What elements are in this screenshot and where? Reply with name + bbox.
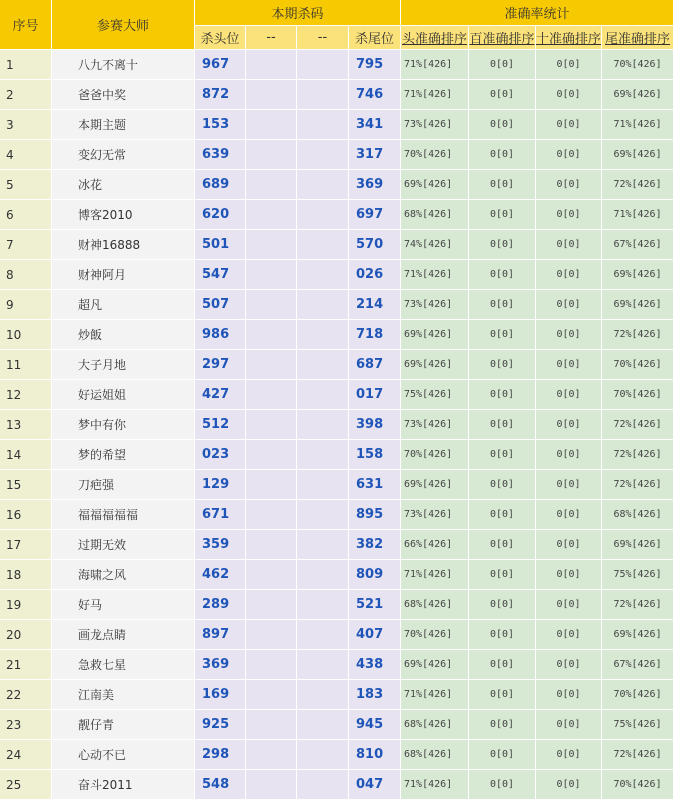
hundred-accuracy: 0[0] <box>469 290 536 320</box>
table-row <box>0 380 674 410</box>
table-row <box>0 680 674 710</box>
kill-tail-digits: 810 <box>349 740 401 770</box>
kill-tail-digits: 158 <box>349 440 401 470</box>
hundred-accuracy: 0[0] <box>469 320 536 350</box>
head-accuracy: 69%[426] <box>401 320 469 350</box>
row-index: 8 <box>0 260 52 290</box>
master-name: 海啸之风 <box>52 560 195 590</box>
master-name: 梦中有你 <box>52 410 195 440</box>
kill-empty-cell <box>297 200 349 230</box>
table-row <box>0 770 674 800</box>
head-accuracy: 69%[426] <box>401 350 469 380</box>
kill-head-digits: 427 <box>195 380 246 410</box>
kill-head-digits: 872 <box>195 80 246 110</box>
hundred-accuracy: 0[0] <box>469 140 536 170</box>
tail-accuracy: 67%[426] <box>602 230 674 260</box>
kill-empty-cell <box>246 80 297 110</box>
tail-accuracy: 71%[426] <box>602 110 674 140</box>
master-name: 炒飯 <box>52 320 195 350</box>
head-accuracy: 70%[426] <box>401 620 469 650</box>
table-row <box>0 200 674 230</box>
tail-accuracy: 69%[426] <box>602 620 674 650</box>
kill-head-digits: 297 <box>195 350 246 380</box>
subheader-kill-tail: 杀尾位 <box>349 26 401 50</box>
kill-empty-cell <box>297 80 349 110</box>
ten-accuracy: 0[0] <box>536 320 602 350</box>
row-index: 3 <box>0 110 52 140</box>
hundred-accuracy: 0[0] <box>469 260 536 290</box>
row-index: 12 <box>0 380 52 410</box>
hundred-accuracy: 0[0] <box>469 110 536 140</box>
head-accuracy: 73%[426] <box>401 500 469 530</box>
hundred-accuracy: 0[0] <box>469 560 536 590</box>
kill-empty-cell <box>246 230 297 260</box>
kill-tail-digits: 945 <box>349 710 401 740</box>
ten-accuracy: 0[0] <box>536 290 602 320</box>
kill-head-digits: 639 <box>195 140 246 170</box>
kill-empty-cell <box>297 410 349 440</box>
row-index: 20 <box>0 620 52 650</box>
kill-head-digits: 289 <box>195 590 246 620</box>
kill-empty-cell <box>246 650 297 680</box>
kill-empty-cell <box>246 410 297 440</box>
kill-empty-cell <box>297 230 349 260</box>
row-index: 16 <box>0 500 52 530</box>
kill-tail-digits: 382 <box>349 530 401 560</box>
hundred-accuracy: 0[0] <box>469 530 536 560</box>
kill-empty-cell <box>246 110 297 140</box>
table-row <box>0 740 674 770</box>
head-accuracy: 68%[426] <box>401 710 469 740</box>
kill-empty-cell <box>297 500 349 530</box>
head-accuracy: 69%[426] <box>401 170 469 200</box>
kill-empty-cell <box>297 560 349 590</box>
kill-empty-cell <box>246 620 297 650</box>
ten-accuracy: 0[0] <box>536 530 602 560</box>
sort-link-ten-accuracy[interactable]: 十准确排序 <box>536 26 602 50</box>
kill-tail-digits: 746 <box>349 80 401 110</box>
kill-tail-digits: 183 <box>349 680 401 710</box>
kill-empty-cell <box>297 170 349 200</box>
ten-accuracy: 0[0] <box>536 260 602 290</box>
head-accuracy: 73%[426] <box>401 110 469 140</box>
row-index: 22 <box>0 680 52 710</box>
ten-accuracy: 0[0] <box>536 380 602 410</box>
kill-head-digits: 153 <box>195 110 246 140</box>
kill-head-digits: 129 <box>195 470 246 500</box>
kill-empty-cell <box>246 590 297 620</box>
head-accuracy: 71%[426] <box>401 770 469 800</box>
row-index: 4 <box>0 140 52 170</box>
kill-tail-digits: 809 <box>349 560 401 590</box>
kill-head-digits: 507 <box>195 290 246 320</box>
table-row <box>0 560 674 590</box>
master-name: 博客2010 <box>52 200 195 230</box>
ten-accuracy: 0[0] <box>536 470 602 500</box>
tail-accuracy: 69%[426] <box>602 290 674 320</box>
kill-empty-cell <box>246 380 297 410</box>
kill-empty-cell <box>246 710 297 740</box>
kill-tail-digits: 341 <box>349 110 401 140</box>
hundred-accuracy: 0[0] <box>469 740 536 770</box>
tail-accuracy: 68%[426] <box>602 500 674 530</box>
kill-tail-digits: 369 <box>349 170 401 200</box>
ten-accuracy: 0[0] <box>536 710 602 740</box>
table-row <box>0 260 674 290</box>
kill-head-digits: 620 <box>195 200 246 230</box>
head-accuracy: 71%[426] <box>401 680 469 710</box>
head-accuracy: 73%[426] <box>401 410 469 440</box>
group-header-kill-codes: 本期杀码 <box>195 0 401 26</box>
head-accuracy: 68%[426] <box>401 590 469 620</box>
hundred-accuracy: 0[0] <box>469 50 536 80</box>
kill-head-digits: 023 <box>195 440 246 470</box>
kill-head-digits: 512 <box>195 410 246 440</box>
kill-empty-cell <box>297 470 349 500</box>
table-row <box>0 440 674 470</box>
kill-empty-cell <box>246 200 297 230</box>
ten-accuracy: 0[0] <box>536 500 602 530</box>
head-accuracy: 71%[426] <box>401 80 469 110</box>
ten-accuracy: 0[0] <box>536 230 602 260</box>
header-row <box>0 0 674 26</box>
master-name: 本期主题 <box>52 110 195 140</box>
head-accuracy: 69%[426] <box>401 470 469 500</box>
ten-accuracy: 0[0] <box>536 770 602 800</box>
kill-tail-digits: 026 <box>349 260 401 290</box>
ten-accuracy: 0[0] <box>536 680 602 710</box>
master-name: 梦的希望 <box>52 440 195 470</box>
tail-accuracy: 72%[426] <box>602 440 674 470</box>
kill-empty-cell <box>297 350 349 380</box>
kill-empty-cell <box>297 110 349 140</box>
ten-accuracy: 0[0] <box>536 440 602 470</box>
table-row <box>0 410 674 440</box>
tail-accuracy: 72%[426] <box>602 410 674 440</box>
row-index: 19 <box>0 590 52 620</box>
row-index: 5 <box>0 170 52 200</box>
tail-accuracy: 72%[426] <box>602 740 674 770</box>
kill-empty-cell <box>297 620 349 650</box>
tail-accuracy: 69%[426] <box>602 260 674 290</box>
kill-head-digits: 359 <box>195 530 246 560</box>
master-name: 心动不已 <box>52 740 195 770</box>
master-name: 超凡 <box>52 290 195 320</box>
table-row <box>0 80 674 110</box>
sort-link-tail-accuracy[interactable]: 尾准确排序 <box>602 26 674 50</box>
row-index: 23 <box>0 710 52 740</box>
row-index: 15 <box>0 470 52 500</box>
hundred-accuracy: 0[0] <box>469 590 536 620</box>
table-row <box>0 350 674 380</box>
sort-link-hundred-accuracy[interactable]: 百准确排序 <box>469 26 536 50</box>
table-row <box>0 710 674 740</box>
tail-accuracy: 75%[426] <box>602 710 674 740</box>
hundred-accuracy: 0[0] <box>469 500 536 530</box>
kill-empty-cell <box>297 440 349 470</box>
table-row <box>0 470 674 500</box>
master-name: 江南美 <box>52 680 195 710</box>
head-accuracy: 69%[426] <box>401 650 469 680</box>
kill-empty-cell <box>246 140 297 170</box>
row-index: 18 <box>0 560 52 590</box>
hundred-accuracy: 0[0] <box>469 650 536 680</box>
tail-accuracy: 69%[426] <box>602 140 674 170</box>
kill-head-digits: 671 <box>195 500 246 530</box>
row-index: 13 <box>0 410 52 440</box>
kill-head-digits: 169 <box>195 680 246 710</box>
ten-accuracy: 0[0] <box>536 140 602 170</box>
head-accuracy: 71%[426] <box>401 50 469 80</box>
head-accuracy: 70%[426] <box>401 140 469 170</box>
row-index: 7 <box>0 230 52 260</box>
hundred-accuracy: 0[0] <box>469 620 536 650</box>
ten-accuracy: 0[0] <box>536 740 602 770</box>
tail-accuracy: 70%[426] <box>602 380 674 410</box>
table-row <box>0 50 674 80</box>
row-index: 11 <box>0 350 52 380</box>
kill-tail-digits: 438 <box>349 650 401 680</box>
kill-tail-digits: 697 <box>349 200 401 230</box>
hundred-accuracy: 0[0] <box>469 470 536 500</box>
kill-head-digits: 967 <box>195 50 246 80</box>
hundred-accuracy: 0[0] <box>469 410 536 440</box>
master-name: 奋斗2011 <box>52 770 195 800</box>
head-accuracy: 70%[426] <box>401 440 469 470</box>
table-row <box>0 530 674 560</box>
table-row <box>0 170 674 200</box>
kill-empty-cell <box>297 50 349 80</box>
head-accuracy: 71%[426] <box>401 560 469 590</box>
row-index: 14 <box>0 440 52 470</box>
table-row <box>0 590 674 620</box>
kill-empty-cell <box>297 260 349 290</box>
hundred-accuracy: 0[0] <box>469 170 536 200</box>
tail-accuracy: 70%[426] <box>602 770 674 800</box>
master-name: 靓仔青 <box>52 710 195 740</box>
row-index: 25 <box>0 770 52 800</box>
kill-empty-cell <box>246 740 297 770</box>
kill-empty-cell <box>246 170 297 200</box>
row-index: 21 <box>0 650 52 680</box>
sort-link-head-accuracy[interactable]: 头准确排序 <box>401 26 469 50</box>
ten-accuracy: 0[0] <box>536 350 602 380</box>
kill-empty-cell <box>297 530 349 560</box>
head-accuracy: 73%[426] <box>401 290 469 320</box>
head-accuracy: 71%[426] <box>401 260 469 290</box>
ten-accuracy: 0[0] <box>536 170 602 200</box>
ten-accuracy: 0[0] <box>536 620 602 650</box>
kill-head-digits: 462 <box>195 560 246 590</box>
column-header-index: 序号 <box>0 0 52 50</box>
kill-empty-cell <box>246 50 297 80</box>
kill-tail-digits: 017 <box>349 380 401 410</box>
kill-head-digits: 986 <box>195 320 246 350</box>
kill-tail-digits: 214 <box>349 290 401 320</box>
master-name: 画龙点睛 <box>52 620 195 650</box>
kill-head-digits: 548 <box>195 770 246 800</box>
kill-empty-cell <box>297 740 349 770</box>
subheader-dash-2: -- <box>297 26 349 50</box>
tail-accuracy: 72%[426] <box>602 590 674 620</box>
ten-accuracy: 0[0] <box>536 80 602 110</box>
ten-accuracy: 0[0] <box>536 650 602 680</box>
table-row <box>0 650 674 680</box>
row-index: 1 <box>0 50 52 80</box>
tail-accuracy: 75%[426] <box>602 560 674 590</box>
kill-head-digits: 925 <box>195 710 246 740</box>
kill-empty-cell <box>246 320 297 350</box>
row-index: 6 <box>0 200 52 230</box>
hundred-accuracy: 0[0] <box>469 680 536 710</box>
table-row <box>0 290 674 320</box>
tail-accuracy: 70%[426] <box>602 350 674 380</box>
kill-tail-digits: 895 <box>349 500 401 530</box>
kill-empty-cell <box>297 710 349 740</box>
master-name: 爸爸中奖 <box>52 80 195 110</box>
row-index: 2 <box>0 80 52 110</box>
hundred-accuracy: 0[0] <box>469 440 536 470</box>
subheader-dash-1: -- <box>246 26 297 50</box>
table-row <box>0 320 674 350</box>
kill-head-digits: 897 <box>195 620 246 650</box>
kill-empty-cell <box>297 140 349 170</box>
master-name: 好运姐姐 <box>52 380 195 410</box>
hundred-accuracy: 0[0] <box>469 710 536 740</box>
kill-tail-digits: 631 <box>349 470 401 500</box>
master-name: 变幻无常 <box>52 140 195 170</box>
head-accuracy: 68%[426] <box>401 200 469 230</box>
hundred-accuracy: 0[0] <box>469 380 536 410</box>
table-row <box>0 230 674 260</box>
kill-empty-cell <box>246 680 297 710</box>
column-header-master: 参赛大师 <box>52 0 195 50</box>
tail-accuracy: 72%[426] <box>602 170 674 200</box>
kill-empty-cell <box>246 560 297 590</box>
hundred-accuracy: 0[0] <box>469 200 536 230</box>
kill-empty-cell <box>246 770 297 800</box>
kill-tail-digits: 317 <box>349 140 401 170</box>
tail-accuracy: 69%[426] <box>602 80 674 110</box>
kill-empty-cell <box>297 680 349 710</box>
master-name: 福福福福福 <box>52 500 195 530</box>
tail-accuracy: 70%[426] <box>602 50 674 80</box>
table-row <box>0 620 674 650</box>
hundred-accuracy: 0[0] <box>469 770 536 800</box>
master-name: 好马 <box>52 590 195 620</box>
kill-tail-digits: 047 <box>349 770 401 800</box>
ten-accuracy: 0[0] <box>536 110 602 140</box>
master-name: 冰花 <box>52 170 195 200</box>
master-name: 刀疤强 <box>52 470 195 500</box>
kill-head-digits: 369 <box>195 650 246 680</box>
kill-head-digits: 689 <box>195 170 246 200</box>
kill-empty-cell <box>246 350 297 380</box>
row-index: 24 <box>0 740 52 770</box>
master-name: 八九不离十 <box>52 50 195 80</box>
kill-empty-cell <box>246 440 297 470</box>
kill-empty-cell <box>297 380 349 410</box>
kill-head-digits: 501 <box>195 230 246 260</box>
row-index: 10 <box>0 320 52 350</box>
master-name: 过期无效 <box>52 530 195 560</box>
kill-tail-digits: 570 <box>349 230 401 260</box>
tail-accuracy: 71%[426] <box>602 200 674 230</box>
kill-empty-cell <box>297 290 349 320</box>
head-accuracy: 66%[426] <box>401 530 469 560</box>
subheader-kill-head: 杀头位 <box>195 26 246 50</box>
kill-empty-cell <box>246 290 297 320</box>
hundred-accuracy: 0[0] <box>469 230 536 260</box>
ten-accuracy: 0[0] <box>536 50 602 80</box>
hundred-accuracy: 0[0] <box>469 350 536 380</box>
kill-empty-cell <box>246 500 297 530</box>
row-index: 17 <box>0 530 52 560</box>
row-index: 9 <box>0 290 52 320</box>
kill-tail-digits: 407 <box>349 620 401 650</box>
head-accuracy: 75%[426] <box>401 380 469 410</box>
ten-accuracy: 0[0] <box>536 590 602 620</box>
kill-tail-digits: 398 <box>349 410 401 440</box>
kill-tail-digits: 795 <box>349 50 401 80</box>
kill-tail-digits: 521 <box>349 590 401 620</box>
tail-accuracy: 72%[426] <box>602 320 674 350</box>
tail-accuracy: 69%[426] <box>602 530 674 560</box>
table-row <box>0 500 674 530</box>
kill-empty-cell <box>246 470 297 500</box>
tail-accuracy: 72%[426] <box>602 470 674 500</box>
kill-tail-digits: 718 <box>349 320 401 350</box>
kill-empty-cell <box>246 530 297 560</box>
kill-head-digits: 547 <box>195 260 246 290</box>
hundred-accuracy: 0[0] <box>469 80 536 110</box>
master-name: 财神阿月 <box>52 260 195 290</box>
ten-accuracy: 0[0] <box>536 200 602 230</box>
table-row <box>0 140 674 170</box>
head-accuracy: 74%[426] <box>401 230 469 260</box>
group-header-accuracy-stats: 准确率统计 <box>401 0 674 26</box>
table-row <box>0 110 674 140</box>
master-name: 急救七星 <box>52 650 195 680</box>
master-name: 大子月地 <box>52 350 195 380</box>
head-accuracy: 68%[426] <box>401 740 469 770</box>
kill-empty-cell <box>297 320 349 350</box>
ten-accuracy: 0[0] <box>536 560 602 590</box>
kill-empty-cell <box>297 650 349 680</box>
master-name: 财神16888 <box>52 230 195 260</box>
kill-empty-cell <box>297 770 349 800</box>
kill-empty-cell <box>297 590 349 620</box>
tail-accuracy: 67%[426] <box>602 650 674 680</box>
kill-tail-digits: 687 <box>349 350 401 380</box>
tail-accuracy: 70%[426] <box>602 680 674 710</box>
ten-accuracy: 0[0] <box>536 410 602 440</box>
kill-head-digits: 298 <box>195 740 246 770</box>
kill-empty-cell <box>246 260 297 290</box>
